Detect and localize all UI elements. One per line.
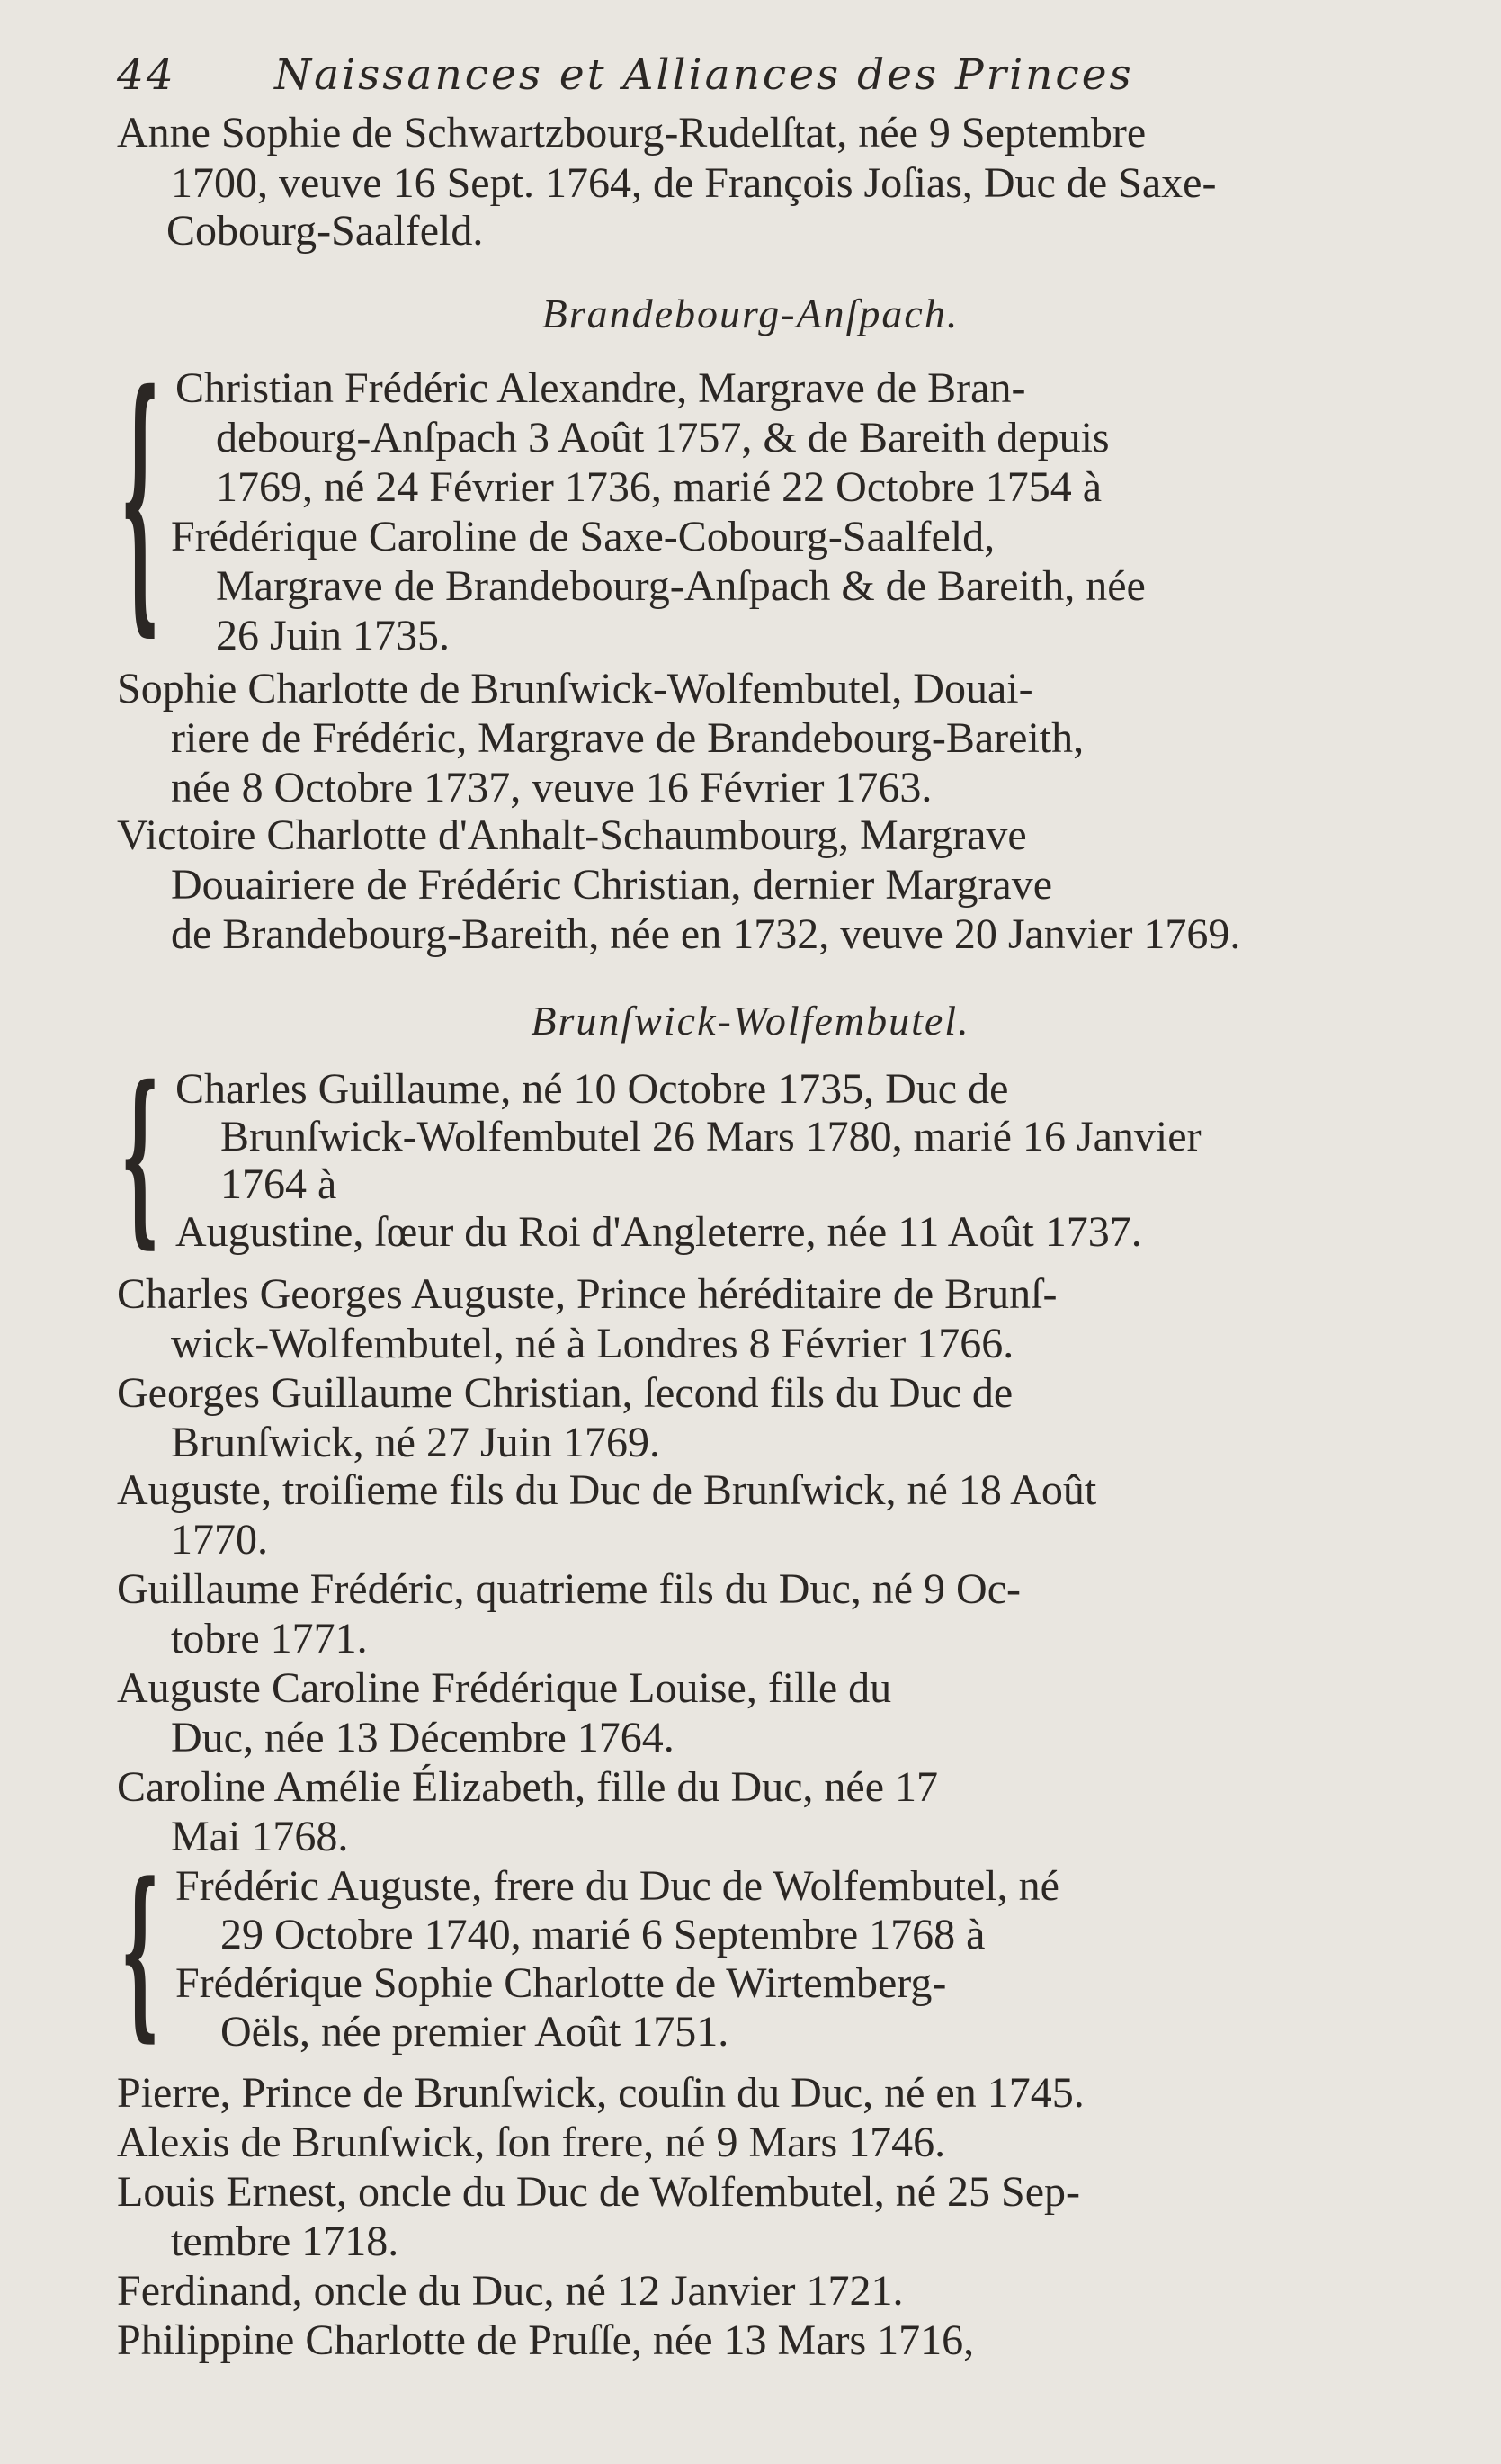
- entry-line: Charles Guillaume, né 10 Octobre 1735, Duc de: [175, 1065, 1009, 1113]
- entry-line: 26 Juin 1735.: [216, 612, 451, 659]
- entry-line: Pierre, Prince de Brunſwick, couſin du Duc, né en 1745.: [117, 2069, 1085, 2117]
- entry-line: de Brandebourg-Bareith, née en 1732, veuve 20 Janvier 1769.: [171, 910, 1241, 958]
- entry-line: 1770.: [171, 1516, 268, 1564]
- brace-bracket: {: [121, 1842, 160, 2058]
- entry-line: Margrave de Brandebourg-Anſpach & de Bareith, née: [216, 562, 1146, 610]
- entry-line: Frédérique Sophie Charlotte de Wirtemberg-: [175, 1959, 947, 2007]
- brace-bracket: {: [121, 334, 160, 659]
- entry-line: Ferdinand, oncle du Duc, né 12 Janvier 1721.: [117, 2267, 904, 2315]
- brace-bracket: {: [121, 1044, 160, 1266]
- section-heading: Brunſwick-Wolfembutel.: [531, 998, 970, 1044]
- entry-line: Caroline Amélie Élizabeth, fille du Duc, née 17: [117, 1763, 939, 1811]
- entry-line: 1764 à: [220, 1160, 337, 1208]
- entry-line: Charles Georges Auguste, Prince héréditaire de Brunſ-: [117, 1270, 1058, 1318]
- entry-line: debourg-Anſpach 3 Août 1757, & de Bareith depuis: [216, 414, 1110, 461]
- entry-line: Guillaume Frédéric, quatrieme fils du Duc, né 9 Oc-: [117, 1565, 1021, 1613]
- entry-line: Duc, née 13 Décembre 1764.: [171, 1714, 675, 1761]
- entry-line: riere de Frédéric, Margrave de Brandebourg-Bareith,: [171, 714, 1085, 762]
- entry-line: Louis Ernest, oncle du Duc de Wolfembutel, né 25 Sep-: [117, 2168, 1080, 2216]
- entry-line: Auguste, troiſieme fils du Duc de Brunſwick, né 18 Août: [117, 1466, 1097, 1514]
- entry-line: 1769, né 24 Février 1736, marié 22 Octobre 1754 à: [216, 463, 1103, 511]
- page-number: 44: [117, 50, 176, 100]
- entry-line: Douairiere de Frédéric Christian, dernier Margrave: [171, 861, 1053, 909]
- entry-line: Augustine, ſœur du Roi d'Angleterre, née 11 Août 1737.: [175, 1208, 1142, 1256]
- entry-line: Sophie Charlotte de Brunſwick-Wolfembutel, Douai-: [117, 665, 1033, 712]
- entry-line: tembre 1718.: [171, 2218, 399, 2265]
- entry-line: Frédérique Caroline de Saxe-Cobourg-Saalfeld,: [171, 513, 996, 560]
- entry-line: Frédéric Auguste, frere du Duc de Wolfembutel, né: [175, 1862, 1059, 1910]
- entry-line: Alexis de Brunſwick, ſon frere, né 9 Mars 1746.: [117, 2119, 946, 2166]
- entry-line: Oëls, née premier Août 1751.: [220, 2008, 729, 2056]
- entry-line: Brunſwick-Wolfembutel 26 Mars 1780, marié 16 Janvier: [220, 1113, 1202, 1160]
- entry-line: Christian Frédéric Alexandre, Margrave de Bran-: [175, 364, 1026, 412]
- entry-line: 1700, veuve 16 Sept. 1764, de François Joſias, Duc de Saxe-: [171, 159, 1217, 207]
- entry-line: Anne Sophie de Schwartzbourg-Rudelſtat, née 9 Septembre: [117, 109, 1147, 157]
- entry-line: Brunſwick, né 27 Juin 1769.: [171, 1419, 660, 1466]
- entry-line: Auguste Caroline Frédérique Louise, fille du: [117, 1664, 892, 1712]
- section-heading: Brandebourg-Anſpach.: [541, 291, 960, 336]
- entry-line: née 8 Octobre 1737, veuve 16 Février 1763.: [171, 764, 933, 811]
- entry-line: 29 Octobre 1740, marié 6 Septembre 1768 à: [220, 1911, 986, 1958]
- page-header: [117, 50, 1268, 104]
- entry-line: Mai 1768.: [171, 1813, 349, 1860]
- entry-line: Georges Guillaume Christian, ſecond fils du Duc de: [117, 1369, 1014, 1417]
- entry-line: Victoire Charlotte d'Anhalt-Schaumbourg, Margrave: [117, 811, 1027, 859]
- entry-line: tobre 1771.: [171, 1615, 368, 1662]
- entry-line: wick-Wolfembutel, né à Londres 8 Février 1766.: [171, 1320, 1014, 1367]
- running-title: Naissances et Alliances des Princes: [274, 50, 1134, 100]
- entry-line: Philippine Charlotte de Pruſſe, née 13 Mars 1716,: [117, 2316, 975, 2364]
- entry-line: Cobourg-Saalfeld.: [166, 207, 484, 255]
